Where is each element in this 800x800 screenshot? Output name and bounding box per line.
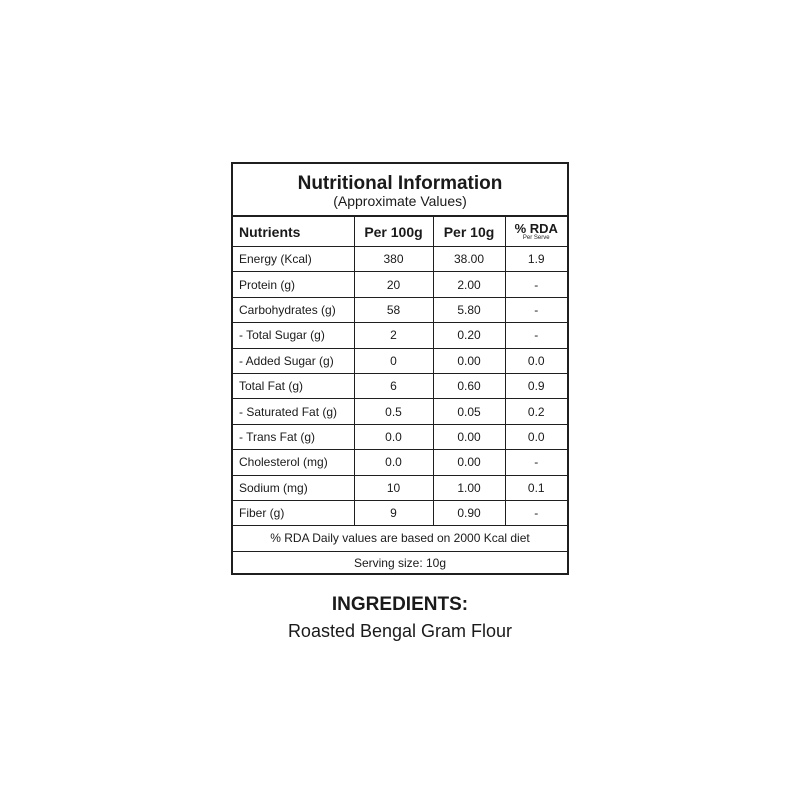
per-100g-value: 58: [354, 297, 433, 322]
nutrition-label: [231, 162, 569, 575]
per-100g-value: 0.5: [354, 399, 433, 424]
serving-size: Serving size: 10g: [353, 556, 447, 571]
per-100g-value: 0.0: [354, 450, 433, 475]
rda-value: 0.0: [505, 348, 567, 373]
nutrient-name: Carbohydrates (g): [233, 297, 354, 322]
nutrition-table: [233, 216, 567, 526]
nutrient-name: - Trans Fat (g): [233, 424, 354, 449]
per-100g-value: 0: [354, 348, 433, 373]
nutrient-name: Cholesterol (mg): [233, 450, 354, 475]
per-10g-value: 0.60: [433, 373, 505, 398]
per-10g-value: 0.20: [433, 323, 505, 348]
table-header-row: [233, 217, 567, 247]
per-100g-value: 380: [354, 247, 433, 272]
per-10g-value: 0.00: [433, 450, 505, 475]
nutrient-name: Total Fat (g): [233, 373, 354, 398]
rda-note: % RDA Daily values are based on 2000 Kcal diet: [233, 526, 567, 552]
header-rda-label: % RDA: [514, 220, 558, 236]
nutrient-name: - Added Sugar (g): [233, 348, 354, 373]
per-10g-value: 1.00: [433, 475, 505, 500]
table-body: [233, 247, 567, 526]
table-row: [233, 500, 567, 525]
per-10g-value: 5.80: [433, 297, 505, 322]
per-10g-value: 2.00: [433, 272, 505, 297]
rda-value: 0.2: [505, 399, 567, 424]
per-10g-value: 0.05: [433, 399, 505, 424]
header-per-10g: Per 10g: [433, 217, 505, 247]
table-row: [233, 424, 567, 449]
ingredients-value: Roasted Bengal Gram Flour: [287, 621, 513, 641]
per-100g-value: 2: [354, 323, 433, 348]
table-row: [233, 373, 567, 398]
label-title: Nutritional Information: [297, 173, 503, 194]
rda-value: -: [505, 323, 567, 348]
nutrient-name: Protein (g): [233, 272, 354, 297]
rda-value: 0.0: [505, 424, 567, 449]
nutrient-name: Energy (Kcal): [233, 247, 354, 272]
table-row: [233, 450, 567, 475]
rda-value: 1.9: [505, 247, 567, 272]
per-10g-value: 38.00: [433, 247, 505, 272]
table-row: [233, 247, 567, 272]
header-rda-sub: Per Serve: [522, 234, 550, 241]
rda-value: -: [505, 272, 567, 297]
table-row: [233, 323, 567, 348]
rda-value: -: [505, 297, 567, 322]
nutrient-name: Fiber (g): [233, 500, 354, 525]
header-nutrients: Nutrients: [233, 217, 354, 247]
nutrient-name: - Total Sugar (g): [233, 323, 354, 348]
table-row: [233, 475, 567, 500]
nutrient-name: - Saturated Fat (g): [233, 399, 354, 424]
per-100g-value: 10: [354, 475, 433, 500]
table-row: [233, 272, 567, 297]
label-subtitle: (Approximate Values): [333, 193, 467, 209]
table-row: [233, 399, 567, 424]
nutrient-name: Sodium (mg): [233, 475, 354, 500]
per-100g-value: 9: [354, 500, 433, 525]
table-row: [233, 297, 567, 322]
rda-value: 0.1: [505, 475, 567, 500]
per-10g-value: 0.00: [433, 348, 505, 373]
rda-value: 0.9: [505, 373, 567, 398]
per-10g-value: 0.00: [433, 424, 505, 449]
rda-value: -: [505, 450, 567, 475]
label-header: [233, 164, 567, 216]
rda-value: -: [505, 500, 567, 525]
header-per-100g: Per 100g: [354, 217, 433, 247]
per-100g-value: 0.0: [354, 424, 433, 449]
per-100g-value: 20: [354, 272, 433, 297]
table-row: [233, 348, 567, 373]
per-100g-value: 6: [354, 373, 433, 398]
header-rda: [505, 217, 567, 247]
ingredients-title: INGREDIENTS:: [331, 594, 469, 615]
per-10g-value: 0.90: [433, 500, 505, 525]
